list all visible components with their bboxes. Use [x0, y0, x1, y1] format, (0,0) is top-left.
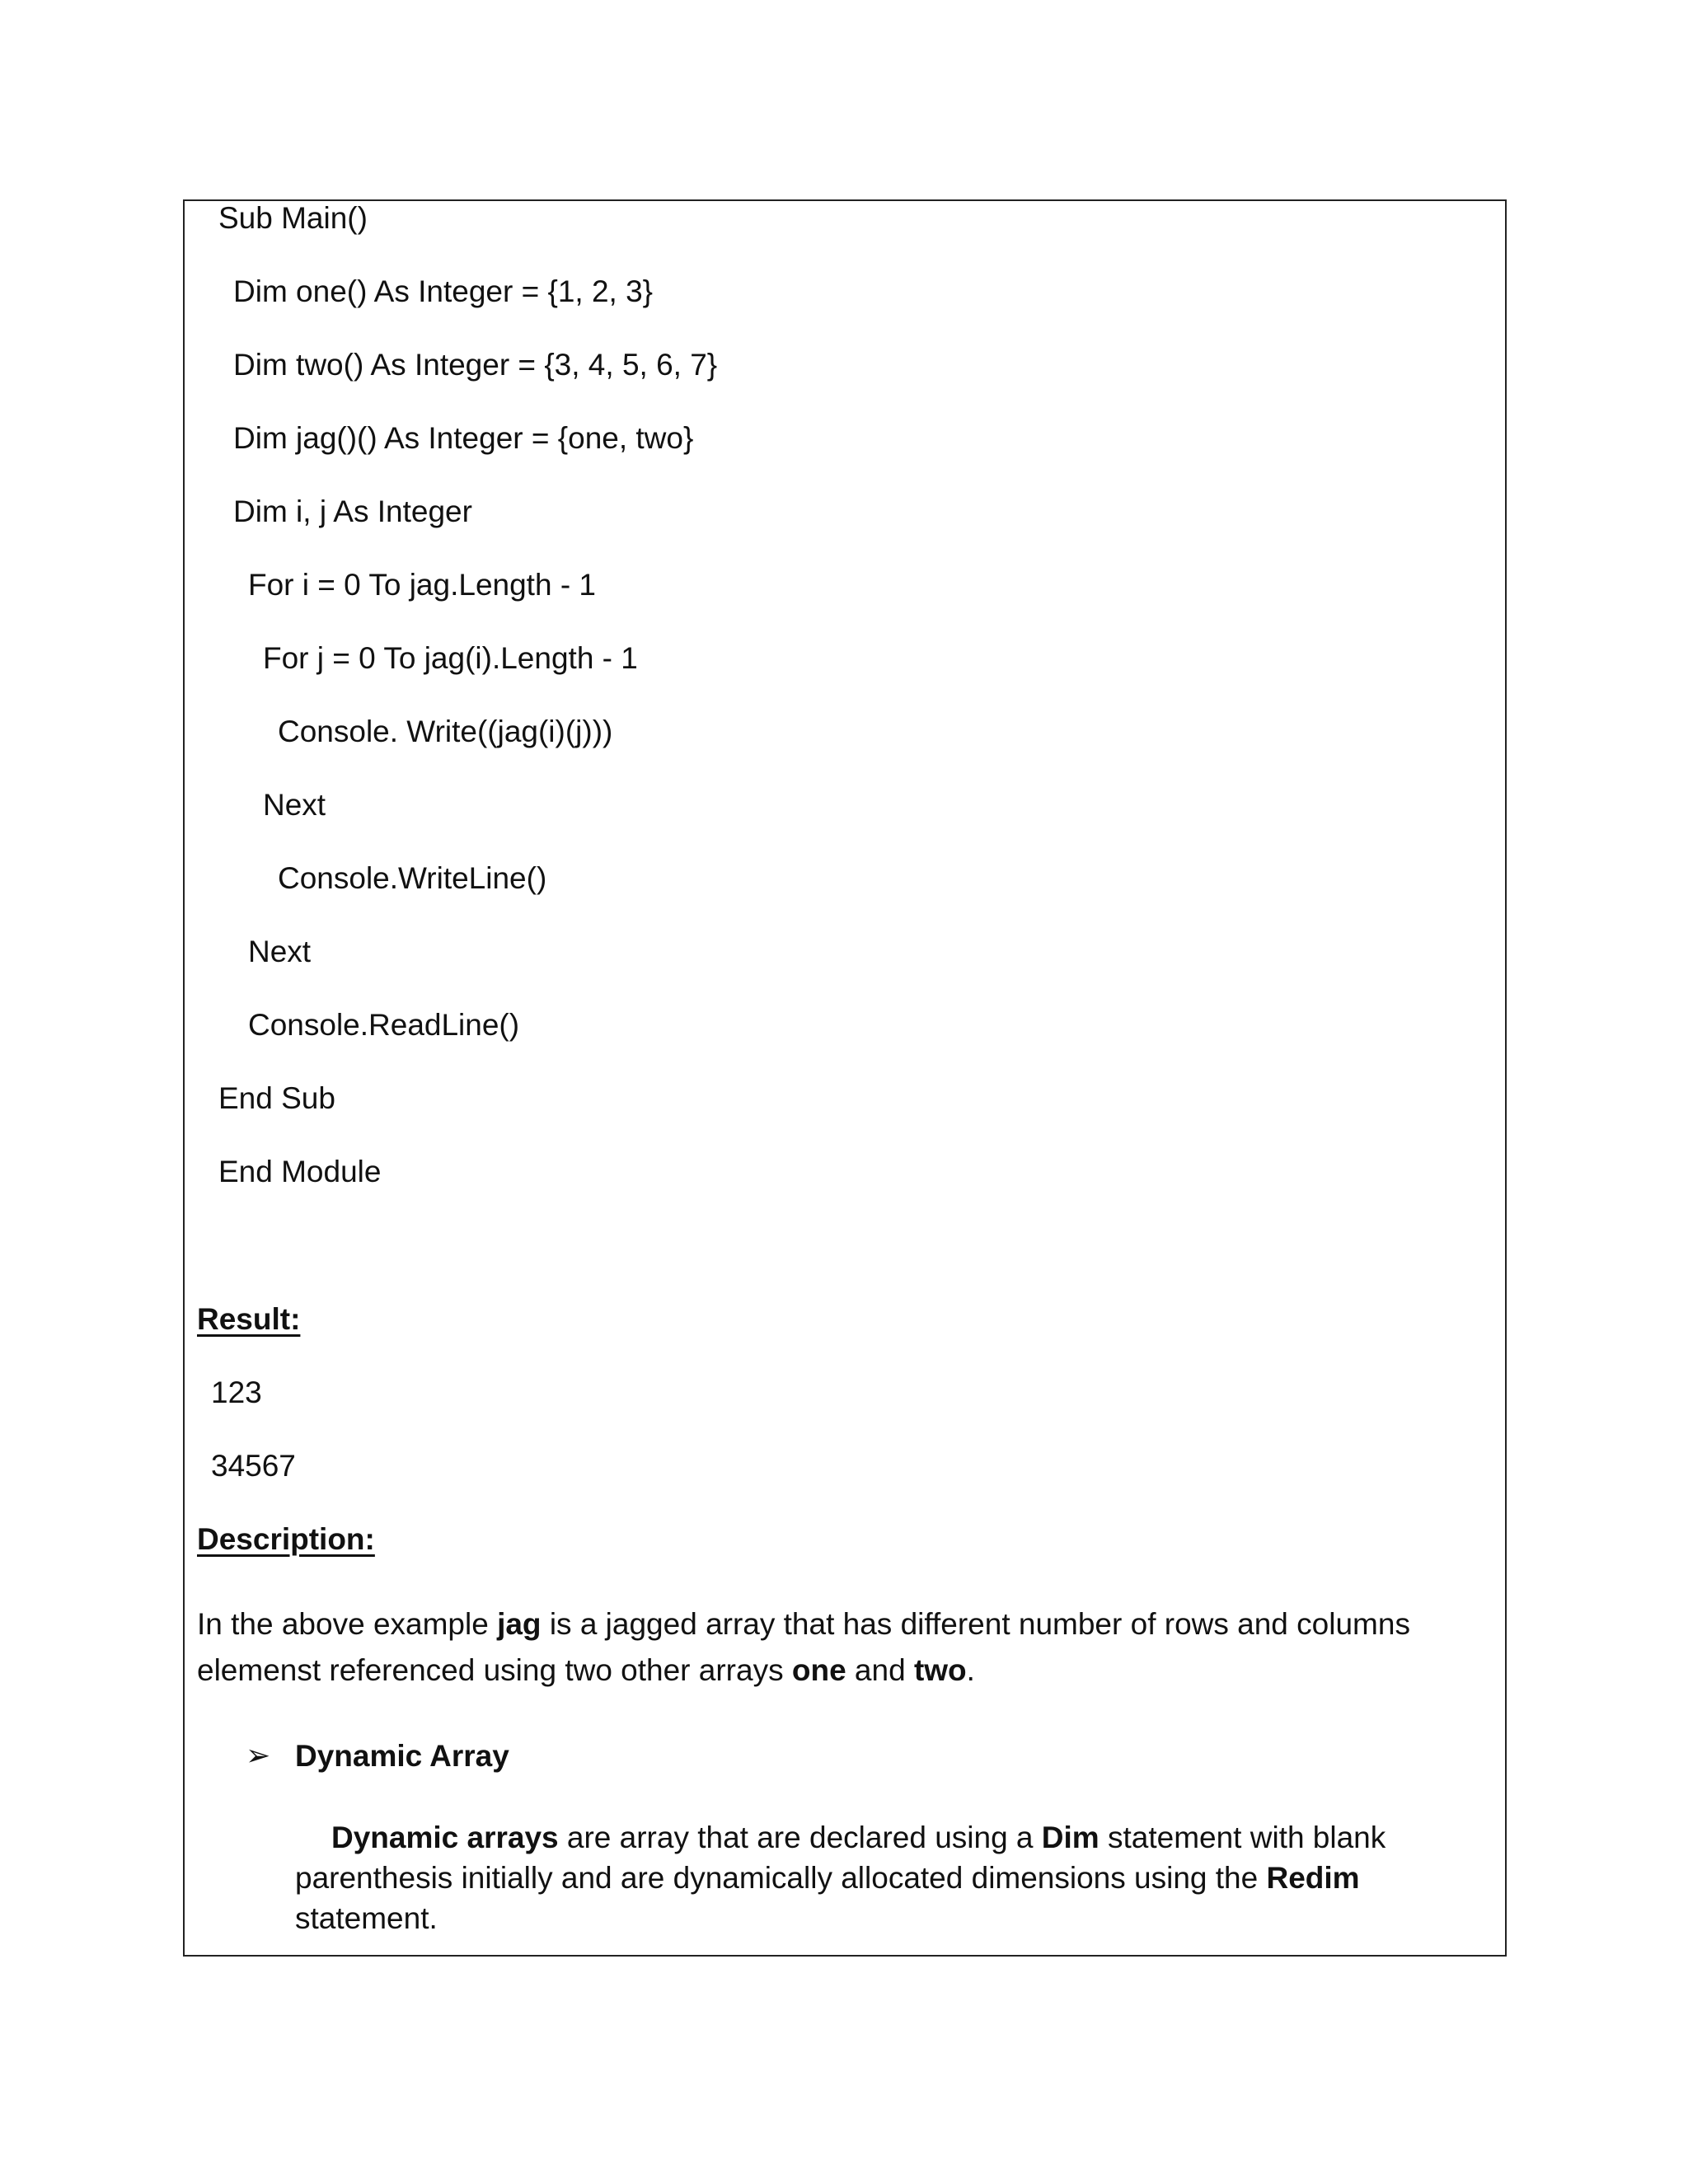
code-line: End Sub — [218, 1081, 335, 1115]
code-line: Dim jag()() As Integer = {one, two} — [233, 421, 694, 455]
term-dim: Dim — [1041, 1821, 1100, 1854]
code-line: Sub Main() — [218, 201, 368, 235]
code-line: Console.WriteLine() — [278, 861, 547, 895]
term-two: two — [913, 1653, 967, 1687]
code-line: For j = 0 To jag(i).Length - 1 — [263, 641, 638, 675]
term-dynamic-arrays: Dynamic arrays — [331, 1821, 559, 1854]
arrow-bullet-icon: ➢ — [246, 1738, 271, 1772]
code-line: Next — [263, 788, 326, 822]
dynamic-array-title: Dynamic Array — [295, 1739, 509, 1773]
result-heading: Result: — [197, 1302, 301, 1336]
description-heading: Description: — [197, 1522, 375, 1556]
code-line: For i = 0 To jag.Length - 1 — [248, 568, 596, 602]
description-paragraph: In the above example jag is a jagged array that has different number of rows and columns elemenst referenced using two other arrays one and two. — [197, 1607, 1410, 1687]
result-line: 123 — [211, 1376, 262, 1409]
term-jag: jag — [497, 1607, 542, 1641]
code-line: Dim two() As Integer = {3, 4, 5, 6, 7} — [233, 348, 718, 382]
code-line: Console.ReadLine() — [248, 1008, 520, 1042]
term-redim: Redim — [1266, 1861, 1360, 1895]
code-line: Dim i, j As Integer — [233, 494, 472, 528]
code-line: Console. Write((jag(i)(j))) — [278, 715, 613, 748]
result-line: 34567 — [211, 1449, 296, 1483]
code-line: Next — [248, 935, 312, 968]
dynamic-array-paragraph: Dynamic arrays are array that are declared using a Dim statement with blank parenthesis initially and are dynamically allocated dimensions using the Redim statement. — [295, 1821, 1386, 1935]
code-line: End Module — [218, 1155, 382, 1188]
code-line: Dim one() As Integer = {1, 2, 3} — [233, 274, 654, 308]
term-one: one — [791, 1653, 846, 1687]
